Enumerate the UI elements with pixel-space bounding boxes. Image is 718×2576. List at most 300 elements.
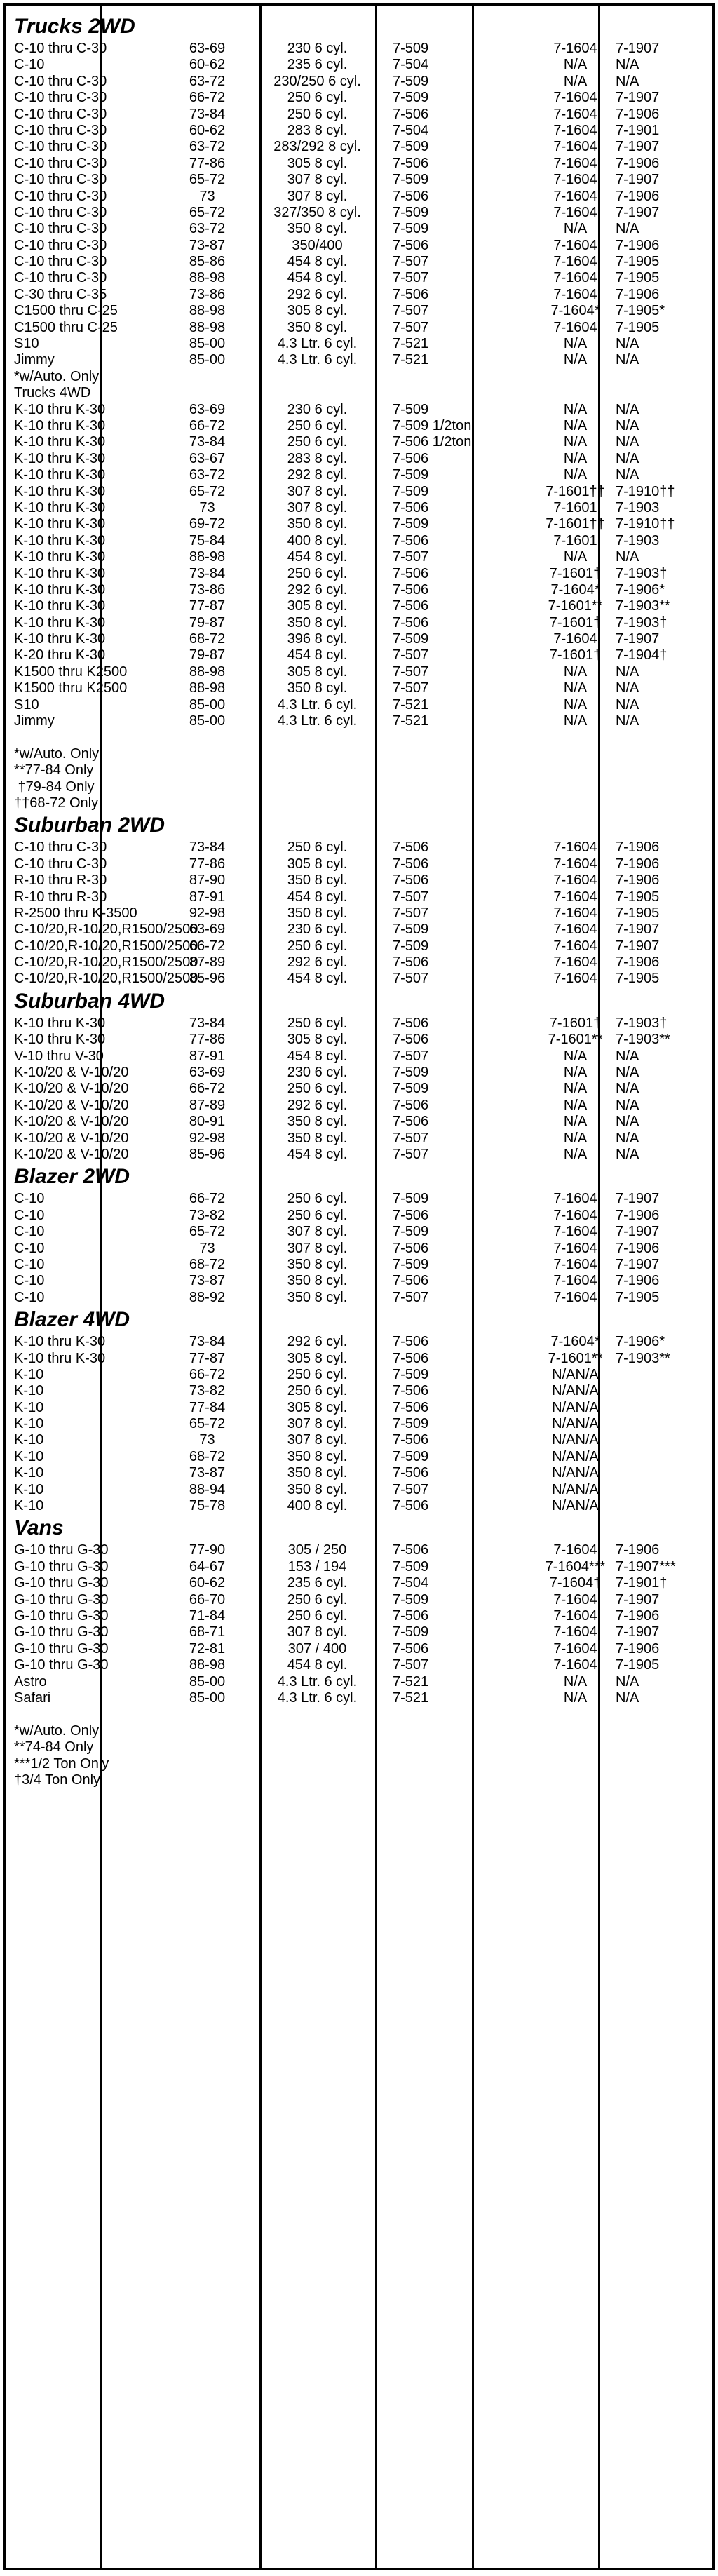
table-row — [6, 418, 712, 434]
years-cell: 66-72 — [189, 1191, 226, 1207]
part1-cell: 7-507 — [393, 549, 429, 565]
part2-cell: 7-1604*** — [545, 1558, 606, 1574]
part3-cell: N/A — [616, 1065, 639, 1081]
years-cell: 73-84 — [189, 1015, 226, 1031]
part1-cell: 7-509 — [393, 938, 429, 954]
part3-cell: 7-1905 — [616, 971, 660, 987]
engine-cell: 230 6 cyl. — [287, 401, 348, 417]
years-cell: 87-89 — [189, 955, 226, 971]
part1-cell: 7-506 — [393, 1383, 429, 1399]
engine-cell: 283 8 cyl. — [287, 122, 348, 138]
part2-cell: 7-1601 — [553, 499, 597, 515]
table-row — [6, 1465, 712, 1481]
part3-cell: N/A — [616, 1690, 639, 1706]
part2-cell: 7-1601† — [549, 647, 602, 663]
years-cell: 85-96 — [189, 1147, 226, 1162]
table-row — [6, 189, 712, 205]
table-row — [6, 1449, 712, 1465]
part2-cell: 7-1601†† — [546, 483, 605, 499]
part2-cell: N/A — [563, 57, 588, 73]
engine-cell: 235 6 cyl. — [287, 57, 348, 73]
engine-cell: 250 6 cyl. — [287, 434, 348, 450]
years-cell: 60-62 — [189, 57, 226, 73]
part3-cell: N/A — [616, 417, 639, 433]
years-cell: 85-00 — [189, 1673, 226, 1690]
model-cell: K-10 — [14, 1448, 44, 1464]
years-cell: 92-98 — [189, 1130, 226, 1146]
years-cell: 73 — [199, 1432, 215, 1448]
table-row — [6, 287, 712, 303]
part3-cell: N/A — [616, 352, 639, 368]
engine-cell: 4.3 Ltr. 6 cyl. — [277, 1690, 358, 1706]
model-cell: C-10 — [14, 1207, 45, 1223]
engine-cell: 350 8 cyl. — [287, 1289, 348, 1305]
part1-cell: 7-506 — [393, 1542, 429, 1558]
years-cell: 68-72 — [189, 631, 226, 647]
part1-cell: 7-507 — [393, 1130, 429, 1146]
part3-cell: 7-1901 — [616, 122, 660, 138]
model-cell: C-10 thru C-30 — [14, 839, 107, 856]
footnote-row — [6, 746, 712, 762]
model-cell: K-10 — [14, 1481, 44, 1497]
engine-cell: 283/292 8 cyl. — [273, 139, 361, 155]
table-row — [6, 1383, 712, 1399]
model-cell: S10 — [14, 696, 39, 713]
part3-cell: 7-1907 — [616, 1624, 660, 1640]
part1-cell: 7-509 — [393, 139, 429, 155]
model-cell: Safari — [14, 1690, 51, 1706]
years-cell: 79-87 — [189, 614, 226, 630]
years-cell: 72-81 — [189, 1640, 226, 1657]
engine-cell: 250 6 cyl. — [287, 1607, 348, 1624]
part2-cell: N/A — [563, 73, 588, 89]
engine-cell: 307 8 cyl. — [287, 1240, 348, 1256]
part1-cell: 7-521 — [393, 713, 429, 729]
years-cell: 65-72 — [189, 1224, 226, 1240]
model-cell: C-10 thru C-30 — [14, 172, 107, 188]
engine-cell: 350 8 cyl. — [287, 1465, 348, 1481]
part1-cell: 7-506 — [393, 1498, 429, 1514]
table-row — [6, 889, 712, 905]
part1-cell: 7-509 — [393, 631, 429, 647]
table-row — [6, 107, 712, 123]
engine-cell: 307 8 cyl. — [287, 172, 348, 188]
part1-cell: 7-507 — [393, 319, 429, 335]
engine-cell: 250 6 cyl. — [287, 417, 348, 433]
part2-cell: 7-1604† — [549, 1575, 602, 1591]
part3-cell: N/A — [616, 401, 639, 417]
model-cell: C-10 thru C-30 — [14, 188, 107, 204]
engine-cell: 350 8 cyl. — [287, 221, 348, 237]
years-cell: 88-98 — [189, 303, 226, 319]
years-cell: 64-67 — [189, 1558, 226, 1574]
footnote-row — [6, 1739, 712, 1755]
years-cell: 63-69 — [189, 41, 226, 56]
years-cell: 77-87 — [189, 1350, 226, 1366]
years-cell: 63-72 — [189, 73, 226, 89]
years-cell: 69-72 — [189, 516, 226, 532]
model-cell: G-10 thru G-30 — [14, 1607, 109, 1624]
part1-cell: 7-506 — [393, 188, 429, 204]
engine-cell: 235 6 cyl. — [287, 1575, 348, 1591]
part3-cell: 7-1907*** — [616, 1558, 676, 1574]
part1-cell: 7-506 — [393, 1240, 429, 1256]
part3-cell: N/A — [616, 1147, 639, 1162]
part2-cell: 7-1604* — [550, 581, 600, 598]
part3-cell: 7-1906 — [616, 155, 660, 171]
engine-cell: 4.3 Ltr. 6 cyl. — [277, 1673, 358, 1690]
model-cell: G-10 thru G-30 — [14, 1624, 109, 1640]
model-cell: C-10 thru C-30 — [14, 254, 107, 270]
part3-cell: 7-1903** — [616, 1350, 670, 1366]
part3-cell: N/A — [616, 680, 639, 696]
years-cell: 65-72 — [189, 172, 226, 188]
section-title: Vans — [14, 1516, 64, 1540]
years-cell: 77-86 — [189, 1032, 226, 1048]
engine-cell: 454 8 cyl. — [287, 1147, 348, 1162]
model-cell: C-10 — [14, 1273, 45, 1289]
model-cell: C-10 thru C-30 — [14, 204, 107, 220]
table-row — [6, 533, 712, 549]
engine-cell: 305 8 cyl. — [287, 1399, 348, 1415]
engine-cell: 230 6 cyl. — [287, 922, 348, 938]
section-heading — [6, 1163, 712, 1191]
part1-cell: 7-509 — [393, 1416, 429, 1432]
table-row — [6, 303, 712, 319]
engine-cell: 350 8 cyl. — [287, 319, 348, 335]
table-row — [6, 1674, 712, 1690]
part1-cell: 7-506 — [393, 106, 429, 122]
table-row — [6, 238, 712, 254]
table-row — [6, 680, 712, 696]
part2-cell: 7-1604 — [553, 270, 597, 286]
engine-cell: 305 / 250 — [287, 1542, 347, 1558]
engine-cell: 4.3 Ltr. 6 cyl. — [277, 336, 358, 352]
model-cell: C-10/20,R-10/20,R1500/2500 — [14, 971, 198, 987]
engine-cell: 400 8 cyl. — [287, 1498, 348, 1514]
years-cell: 75-84 — [189, 532, 226, 548]
part1-cell: 7-506 — [393, 532, 429, 548]
model-cell: Jimmy — [14, 352, 55, 368]
part2-cell: 7-1604 — [553, 139, 597, 155]
model-cell: C-10 — [14, 57, 45, 73]
part2-cell: N/A — [563, 1065, 588, 1081]
table-row — [6, 713, 712, 729]
table-row — [6, 57, 712, 73]
table-row — [6, 1690, 712, 1706]
years-cell: 73-82 — [189, 1383, 226, 1399]
model-cell: K-10 thru K-30 — [14, 532, 106, 548]
engine-cell: 454 8 cyl. — [287, 889, 348, 905]
part3-cell: 7-1906* — [616, 581, 665, 598]
table-row — [6, 139, 712, 155]
years-cell: 68-72 — [189, 1448, 226, 1464]
part1-cell: 7-509 1/2ton — [393, 417, 472, 433]
part1-cell: 7-509 — [393, 1065, 429, 1081]
part3-cell: 7-1906 — [616, 1273, 660, 1289]
part1-cell: 7-506 — [393, 1399, 429, 1415]
part1-cell: 7-509 — [393, 1366, 429, 1382]
part3-cell: 7-1907 — [616, 631, 660, 647]
part2-cell: 7-1604 — [553, 122, 597, 138]
table-row — [6, 1191, 712, 1207]
years-cell: 87-89 — [189, 1097, 226, 1113]
years-cell: 77-90 — [189, 1542, 226, 1558]
part2-cell: 7-1604* — [550, 303, 600, 319]
model-cell: C-10 thru C-30 — [14, 237, 107, 253]
model-cell: S10 — [14, 336, 39, 352]
part3-cell: 7-1905 — [616, 1657, 660, 1673]
model-cell: C1500 thru C-25 — [14, 319, 118, 335]
engine-cell: 454 8 cyl. — [287, 270, 348, 286]
table-row — [6, 205, 712, 221]
years-cell: 73-87 — [189, 1465, 226, 1481]
part2-cell: N/AN/A — [552, 1399, 599, 1415]
part3-cell: 7-1906 — [616, 839, 660, 856]
years-cell: 73 — [199, 499, 215, 515]
table-row — [6, 156, 712, 172]
table-row — [6, 856, 712, 872]
part2-cell: 7-1604 — [553, 237, 597, 253]
model-cell: Jimmy — [14, 713, 55, 729]
part2-cell: 7-1604 — [553, 1240, 597, 1256]
footnote-row — [6, 1723, 712, 1739]
model-cell: K-10 thru K-30 — [14, 1334, 106, 1350]
table-row — [6, 484, 712, 500]
engine-cell: 350 8 cyl. — [287, 872, 348, 889]
engine-cell: 250 6 cyl. — [287, 565, 348, 581]
part3-cell: 7-1906 — [616, 237, 660, 253]
engine-cell: 250 6 cyl. — [287, 1207, 348, 1223]
footnote-text: †79-84 Only — [14, 778, 95, 795]
part2-cell: N/AN/A — [552, 1465, 599, 1481]
engine-cell: 454 8 cyl. — [287, 549, 348, 565]
part1-cell: 7-509 — [393, 221, 429, 237]
model-cell: R-2500 thru K-3500 — [14, 905, 137, 921]
model-cell: K1500 thru K2500 — [14, 680, 128, 696]
part2-cell: 7-1604 — [553, 172, 597, 188]
years-cell: 75-78 — [189, 1498, 226, 1514]
part1-cell: 7-506 — [393, 1114, 429, 1130]
table-row — [6, 664, 712, 680]
years-cell: 73-87 — [189, 237, 226, 253]
engine-cell: 307 8 cyl. — [287, 483, 348, 499]
footnote-text: ††68-72 Only — [14, 795, 99, 811]
part2-cell: N/A — [563, 450, 588, 466]
engine-cell: 350 8 cyl. — [287, 1448, 348, 1464]
part2-cell: N/A — [563, 1048, 588, 1064]
table-row — [6, 1608, 712, 1624]
engine-cell: 350 8 cyl. — [287, 1256, 348, 1272]
model-cell: G-10 thru G-30 — [14, 1558, 109, 1574]
part2-cell: N/A — [563, 1147, 588, 1162]
years-cell: 63-69 — [189, 922, 226, 938]
table-row — [6, 566, 712, 582]
part1-cell: 7-509 — [393, 1224, 429, 1240]
years-cell: 92-98 — [189, 905, 226, 921]
part2-cell: 7-1604 — [553, 1207, 597, 1223]
part2-cell: N/A — [563, 336, 588, 352]
engine-cell: 454 8 cyl. — [287, 1048, 348, 1064]
part1-cell: 7-506 — [393, 872, 429, 889]
years-cell: 68-72 — [189, 1256, 226, 1272]
part2-cell: N/A — [563, 417, 588, 433]
table-row — [6, 1367, 712, 1383]
years-cell: 85-00 — [189, 352, 226, 368]
part3-cell: N/A — [616, 467, 639, 483]
engine-cell: 230/250 6 cyl. — [273, 73, 361, 89]
model-cell: K-10 thru K-30 — [14, 549, 106, 565]
table-row — [6, 647, 712, 663]
part2-cell: N/A — [563, 680, 588, 696]
part2-cell: N/AN/A — [552, 1448, 599, 1464]
table-row — [6, 1290, 712, 1306]
model-cell: Astro — [14, 1673, 47, 1690]
section-heading — [6, 13, 712, 41]
part2-cell: 7-1601** — [548, 598, 603, 614]
part2-cell: N/A — [563, 1130, 588, 1146]
model-cell: K-10 thru K-30 — [14, 401, 106, 417]
engine-cell: 250 6 cyl. — [287, 1081, 348, 1097]
engine-cell: 350 8 cyl. — [287, 1130, 348, 1146]
years-cell: 85-86 — [189, 254, 226, 270]
table-row — [6, 123, 712, 139]
part3-cell: N/A — [616, 663, 639, 680]
model-cell: C-10/20,R-10/20,R1500/2500 — [14, 938, 198, 954]
years-cell: 66-72 — [189, 417, 226, 433]
part1-cell: 7-507 — [393, 303, 429, 319]
engine-cell: 350 8 cyl. — [287, 905, 348, 921]
part2-cell: 7-1604 — [553, 254, 597, 270]
engine-cell: 4.3 Ltr. 6 cyl. — [277, 713, 358, 729]
model-cell: K-10/20 & V-10/20 — [14, 1147, 129, 1162]
section-heading — [6, 987, 712, 1016]
part1-cell: 7-506 — [393, 614, 429, 630]
table-row — [6, 270, 712, 286]
table-row — [6, 549, 712, 565]
table-row — [6, 1032, 712, 1048]
part3-cell: 7-1905 — [616, 319, 660, 335]
engine-cell: 4.3 Ltr. 6 cyl. — [277, 696, 358, 713]
part2-cell: 7-1604 — [553, 1224, 597, 1240]
model-cell: K-10 thru K-30 — [14, 598, 106, 614]
part2-cell: 7-1604 — [553, 955, 597, 971]
part3-cell: 7-1907 — [616, 139, 660, 155]
part3-cell: 7-1906 — [616, 1207, 660, 1223]
model-cell: C-10 — [14, 1191, 45, 1207]
table-row — [6, 402, 712, 418]
engine-cell: 454 8 cyl. — [287, 254, 348, 270]
part1-cell: 7-521 — [393, 352, 429, 368]
engine-cell: 292 6 cyl. — [287, 1097, 348, 1113]
model-cell: C-10/20,R-10/20,R1500/2500 — [14, 922, 198, 938]
table-row — [6, 320, 712, 336]
table-row — [6, 839, 712, 856]
part3-cell: 7-1901† — [616, 1575, 668, 1591]
part2-cell: 7-1604 — [553, 41, 597, 56]
part1-cell: 7-509 — [393, 401, 429, 417]
part3-cell: N/A — [616, 450, 639, 466]
part1-cell: 7-509 — [393, 1591, 429, 1607]
years-cell: 63-72 — [189, 139, 226, 155]
table-row — [6, 1559, 712, 1575]
table-row — [6, 1208, 712, 1224]
years-cell: 85-00 — [189, 713, 226, 729]
years-cell: 87-91 — [189, 889, 226, 905]
table-row — [6, 1241, 712, 1257]
years-cell: 80-91 — [189, 1114, 226, 1130]
part3-cell: N/A — [616, 73, 639, 89]
years-cell: 73-82 — [189, 1207, 226, 1223]
part3-cell: N/A — [616, 336, 639, 352]
table-row — [6, 1098, 712, 1114]
engine-cell: 305 8 cyl. — [287, 1032, 348, 1048]
part1-cell: 7-509 — [393, 204, 429, 220]
engine-cell: 307 8 cyl. — [287, 499, 348, 515]
engine-cell: 283 8 cyl. — [287, 450, 348, 466]
part1-cell: 7-506 — [393, 581, 429, 598]
table-row — [6, 500, 712, 516]
footnote-text: *w/Auto. Only — [14, 368, 100, 384]
engine-cell: 305 8 cyl. — [287, 856, 348, 872]
part3-cell: 7-1907 — [616, 1256, 660, 1272]
years-cell: 73-84 — [189, 565, 226, 581]
engine-cell: 292 6 cyl. — [287, 581, 348, 598]
part1-cell: 7-509 — [393, 41, 429, 56]
part3-cell: 7-1907 — [616, 1191, 660, 1207]
section-heading — [6, 1514, 712, 1542]
years-cell: 63-69 — [189, 1065, 226, 1081]
table-row — [6, 955, 712, 971]
part2-cell: 7-1604 — [553, 872, 597, 889]
engine-cell: 307 8 cyl. — [287, 1432, 348, 1448]
part1-cell: 7-507 — [393, 1048, 429, 1064]
part2-cell: N/A — [563, 549, 588, 565]
part3-cell: 7-1906 — [616, 188, 660, 204]
table-row — [6, 352, 712, 368]
part2-cell: 7-1604 — [553, 1624, 597, 1640]
table-row — [6, 582, 712, 598]
part2-cell: 7-1604 — [553, 1273, 597, 1289]
part3-cell: N/A — [616, 1097, 639, 1113]
model-cell: C-10 — [14, 1240, 45, 1256]
part1-cell: 7-521 — [393, 1690, 429, 1706]
part1-cell: 7-506 — [393, 1207, 429, 1223]
part2-cell: N/A — [563, 1673, 588, 1690]
part2-cell: 7-1601** — [548, 1032, 603, 1048]
part1-cell: 7-507 — [393, 663, 429, 680]
years-cell: 88-94 — [189, 1481, 226, 1497]
part1-cell: 7-506 — [393, 839, 429, 856]
footnote-text: **77-84 Only — [14, 762, 94, 778]
years-cell: 77-86 — [189, 856, 226, 872]
part1-cell: 7-509 — [393, 1624, 429, 1640]
part2-cell: 7-1601† — [549, 565, 602, 581]
section-heading — [6, 811, 712, 839]
model-cell: K-10/20 & V-10/20 — [14, 1130, 129, 1146]
model-cell: K-20 thru K-30 — [14, 647, 106, 663]
part2-cell: 7-1604 — [553, 1191, 597, 1207]
model-cell: K-10 thru K-30 — [14, 516, 106, 532]
years-cell: 85-00 — [189, 1690, 226, 1706]
part1-cell: 7-509 — [393, 483, 429, 499]
part2-cell: 7-1604 — [553, 905, 597, 921]
part2-cell: 7-1604 — [553, 1640, 597, 1657]
footnote-row — [6, 795, 712, 811]
years-cell: 65-72 — [189, 483, 226, 499]
years-cell: 88-92 — [189, 1289, 226, 1305]
years-cell: 87-90 — [189, 872, 226, 889]
